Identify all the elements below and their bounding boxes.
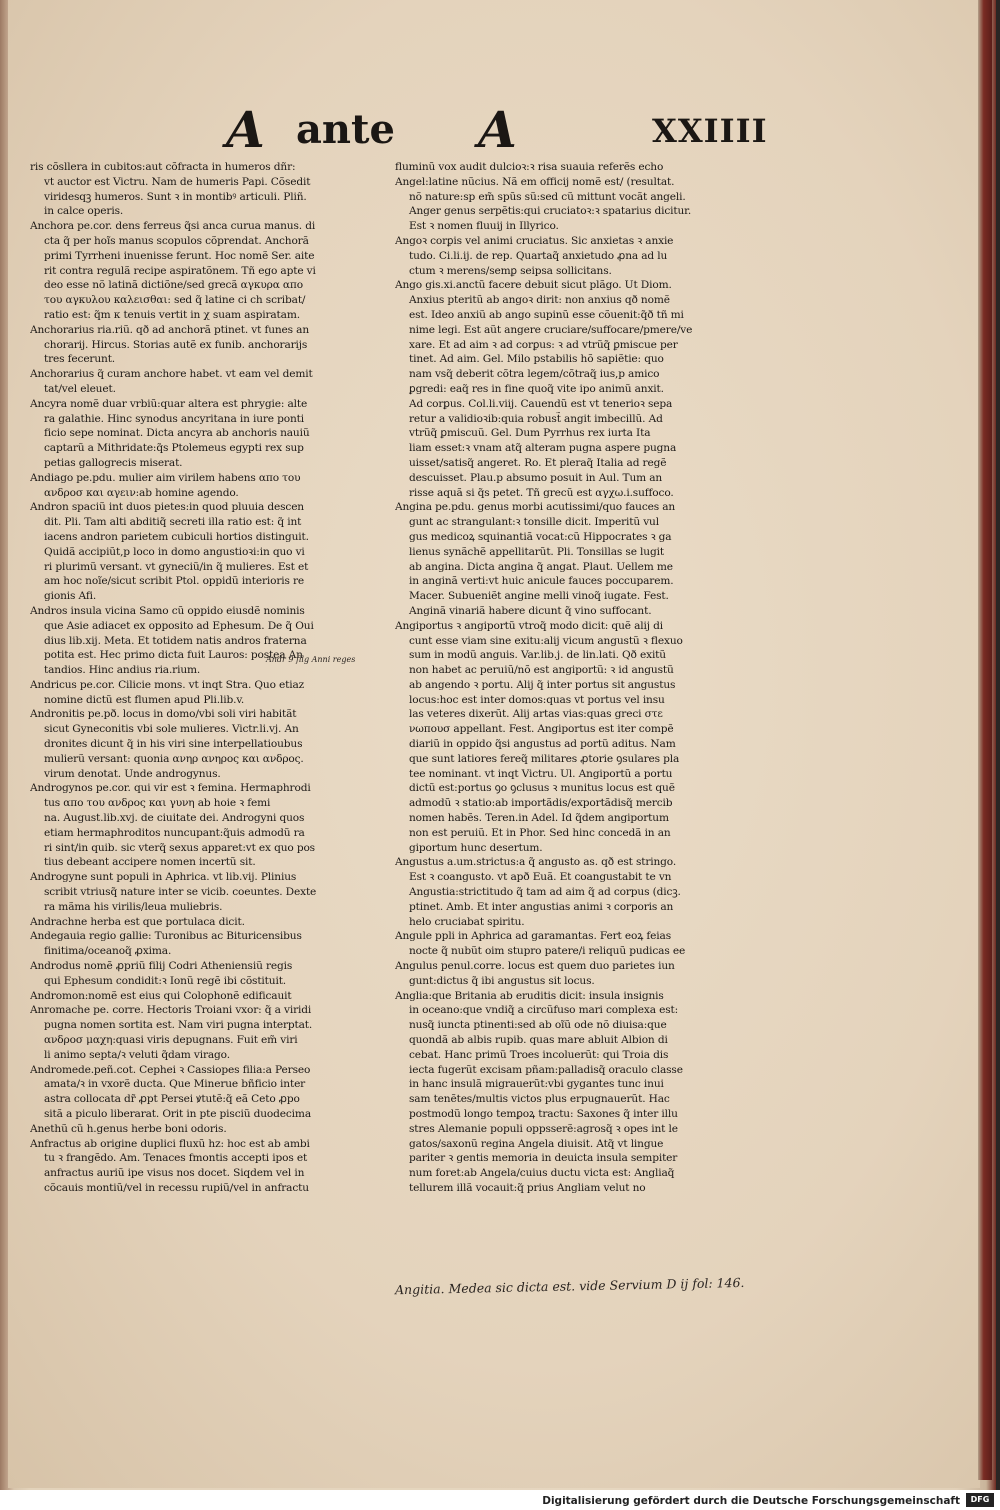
entry-line: tius debeant accipere nomen incertũ sit.	[44, 856, 256, 869]
entry-line: vtrũq̃ ꝑmiscuũ. Gel. Dum Pyrrhus rex iurta Ita	[409, 427, 651, 440]
entry-headline: Angustus a.um.strictus:a q̃ angusto as. qð est stringo.	[395, 856, 677, 869]
entry-headline: Anethũ cũ h.genus herbe boni odoris.	[30, 1122, 227, 1135]
entry-line: astra collocata dr̃ ꝓpt Persei ꝟtutẽ:q̃ eã Ceto ꝓpo	[44, 1093, 300, 1106]
dictionary-entry	[30, 1063, 388, 1122]
dictionary-entry	[30, 160, 388, 219]
dictionary-entry	[30, 707, 388, 781]
entry-line: ri plurimũ versant. vt gyneciũ/in q̃ mulieres. Est et	[44, 560, 309, 573]
entry-line: dit. Pli. Tam alti abditiq̃ secreti illa ratio est: q̃ int	[44, 516, 302, 529]
entry-line: tandios. Hinc andius ria.rium.	[44, 664, 201, 677]
entry-line: Est ꝛ coangusto. vt apð Euã. Et coangustabit te vn	[409, 871, 672, 884]
entry-line: tu ꝛ frangẽdo. Am. Tenaces fmontis accepti ipos et	[44, 1152, 308, 1165]
entry-line: ꝑgredi: eaq̃ res in fine quoq̃ vite ipo animũ anxit.	[409, 382, 664, 395]
header-word: ante	[296, 106, 395, 153]
dictionary-entry	[30, 367, 388, 397]
entry-line: cunt esse viam sine exitu:alij vicum angustũ ꝛ flexuo	[409, 634, 683, 647]
entry-line: xare. Et ad aim ꝛ ad corꝑus: ꝛ ad vtrũq̃ ꝑmiscue per	[409, 338, 678, 351]
entry-line: νωπουσ appellant. Fest. Angiportus est iter compẽ	[409, 723, 674, 736]
entry-line: tellurem illã vocauit:q̃ prius Angliam velut no	[409, 1181, 646, 1194]
dictionary-entry	[30, 397, 388, 471]
entry-headline: Andron spaciũ int duos pietes:in quod pluuia descen	[30, 501, 304, 514]
dictionary-entry	[395, 160, 767, 175]
entry-line: tinet. Ad aim. Gel. Milo pstabilis hõ sapiẽtie: quo	[409, 353, 664, 366]
dictionary-entry	[30, 1003, 388, 1062]
entry-line: deo esse nõ latinã dictiõne/sed grecã αγκυρα απο	[44, 279, 303, 292]
entry-headline: Angoꝛ corꝑis vel animi cruciatus. Sic anxietas ꝛ anxie	[395, 234, 674, 247]
entry-line: ratio est: q̃m κ tenuis vertit in χ suam aspiratam.	[44, 308, 300, 321]
entry-line: nusq̃ iuncta ptinenti:sed ab oĩũ ode nõ diuisa:que	[409, 1019, 667, 1032]
header-initial-left: A	[226, 100, 263, 159]
entry-line: in oceano:que vndiq̃ a circũfuso mari complexa est:	[409, 1004, 679, 1017]
entry-headline: Ango gis.xi.anctũ facere debuit sicut plãgo. Ut Diom.	[395, 279, 672, 292]
entry-headline: Andromede.peñ.cot. Cephei ꝛ Cassiopes filia:a Perseo	[30, 1063, 311, 1076]
entry-line: cõcauis montiũ/vel in recessu rupiũ/vel in anfractu	[44, 1181, 309, 1194]
dictionary-entry	[395, 855, 767, 929]
entry-line: tus απο του ανδρος και γυνη ab hoie ꝛ femi	[44, 797, 271, 810]
entry-line: ανδροσ μαχη:quasi viris depugnans. Fuit em̃ viri	[44, 1034, 298, 1047]
entry-line: nõ nature:sp em̃ spũs sũ:sed cũ mittunt vocãt angeli.	[409, 190, 686, 203]
entry-line: chorarij. Hircus. Storias autẽ ex funib. anchorarijs	[44, 338, 308, 351]
entry-line: dius lib.xij. Meta. Et totidem natis andros fraterna	[44, 634, 307, 647]
entry-line: na. August.lib.xvj. de ciuitate dei. Androgyni quos	[44, 812, 305, 825]
entry-line: nocte q̃ nubũt oim stupro patere/i reliquũ pudicas ee	[409, 945, 686, 958]
entry-line: cebat. Hanc primũ Troes incoluerũt: qui Troia dis	[409, 1048, 669, 1061]
entry-headline: Anchora pe.cor. dens ferreus q̃si anca curua manus. di	[30, 220, 316, 233]
dictionary-entry	[395, 234, 767, 278]
dictionary-entry	[30, 471, 388, 501]
entry-line: Ad corꝑus. Col.li.viij. Cauendũ est vt tenerioꝛ sepa	[409, 397, 673, 410]
entry-headline: Andiago pe.pdu. mulier aim virilem habens απο του	[30, 471, 301, 484]
entry-line: locus:hoc est inter domos:quas vt portus vel insu	[409, 693, 665, 706]
entry-headline: Andros insula vicina Samo cũ oppido eiusdẽ nominis	[30, 604, 305, 617]
dictionary-entry	[395, 175, 767, 234]
entry-line: retur a validioꝛib:quia robust̃ angit imbecillũ. Ad	[409, 412, 663, 425]
entry-line: Angustia:strictitudo q̃ tam ad aim q̃ ad corpus (dicꝫ.	[409, 886, 681, 899]
entry-line: sicut Gyneconitis vbi sole mulieres. Victr.li.vj. An	[44, 723, 299, 736]
footer-credit: Digitalisierung gefördert durch die Deutsche Forschungsgemeinschaft	[542, 1495, 960, 1507]
entry-line: ab angendo ꝛ portu. Alij q̃ inter portus sit angustus	[409, 678, 676, 691]
entry-line: in calce operis.	[44, 205, 124, 218]
entry-line: ra galathie. Hinc synodus ancyritana in iure ponti	[44, 412, 305, 425]
entry-line: cta q̃ per hoĩs manus scopulos cõprendat. Anchorã	[44, 234, 309, 247]
footer-bar	[0, 1490, 1000, 1510]
entry-line: scribit vtriusq̃ nature inter se vicib. coeuntes. Dexte	[44, 886, 317, 899]
entry-line: ctum ꝛ merens/semꝑ seipsa sollicitans.	[409, 264, 612, 277]
entry-line: captarũ a Mithridate:q̃s Ptolemeus egypti rex sup	[44, 442, 304, 455]
entry-line: ptinet. Amb. Et inter angustias animi ꝛ corporis an	[409, 900, 674, 913]
entry-line: amata/ꝛ in vxorẽ ducta. Que Minerue bñficio inter	[44, 1078, 306, 1091]
entry-line: finitima/oceanoq̃ ꝓxima.	[44, 945, 172, 958]
entry-headline: Anromache pe. corre. Hectoris Troiani vxor: q̃ a viridi	[30, 1004, 312, 1017]
entry-line: las veteres dixerũt. Alij artas vias:quas greci στε	[409, 708, 663, 721]
entry-line: am hoc noĩe/sicut scribit Ptol. oppidũ interioris re	[44, 575, 305, 588]
entry-headline: Anchorarius q̃ curam anchore habet. vt eam vel demit	[30, 368, 313, 381]
entry-line: sitã a piculo liberarat. Orit in pte pisciũ duodecima	[44, 1108, 311, 1120]
entry-line: qui Ephesum condidit:ꝛ Ionũ regẽ ibi cõstituit.	[44, 974, 287, 987]
dictionary-entry	[30, 1122, 388, 1137]
entry-headline: Angulus penul.corre. locus est quem duo parietes iun	[395, 960, 675, 973]
dictionary-entry	[30, 959, 388, 989]
entry-headline: Androgynos pe.cor. qui vir est ꝛ femina. Hermaphrodi	[30, 782, 311, 795]
entry-headline: Angel:latine nũcius. Nã em officij nomẽ est/ (resultat.	[395, 175, 675, 188]
entry-line: pariter ꝛ gentis memoria in deuicta insula sempiter	[409, 1152, 678, 1165]
entry-line: potita est. Hec primo dicta fuit Lauros: postea An	[44, 649, 303, 662]
entry-line: admodũ ꝛ statio:ab importãdis/exportãdisq̃ mercib	[409, 797, 673, 810]
entry-line: helo cruciabat spiritu.	[409, 915, 525, 928]
dictionary-entry	[30, 870, 388, 914]
entry-line: nime legi. Est aũt angere cruciare/suffocare/pmere/ve	[409, 323, 693, 336]
dictionary-entry	[395, 619, 767, 856]
entry-line: iacens andron parietem cubiculi hortios distinguit.	[44, 530, 309, 543]
entry-line: ficio sepe nominat. Dicta ancyra ab anchoris nauiũ	[44, 427, 310, 440]
entry-line: li animo septa/ꝛ veluti q̃dam virago.	[44, 1048, 230, 1061]
entry-line: lienus synãchẽ appellitarũt. Pli. Tonsillas se lugit	[409, 545, 664, 558]
entry-line: gionis Afi.	[44, 590, 97, 603]
entry-line: rit contra regulã recipe aspiratõnem. Tñ ego apte vi	[44, 264, 316, 277]
entry-line: primi Tyrrheni inuenisse ferunt. Hoc nomẽ Ser. aite	[44, 249, 315, 262]
entry-line: Anger genus serpẽtis:qui cruciatoꝛ:ꝛ spatarius dicitur.	[409, 205, 692, 218]
handwritten-margin-note: Angitia. Medea sic dicta est. vide Servium D ij fol: 146.	[394, 1274, 745, 1298]
entry-headline: Angina pe.pdu. genus morbi acutissimi/quo fauces an	[395, 501, 676, 514]
entry-line: quondã ab albis rupib. quas mare abluit Albion di	[409, 1034, 668, 1047]
entry-line: Anginã vinariã habere dicunt q̃ vino suffocant.	[409, 604, 652, 617]
entry-line: tee nominant. vt inqt Victru. Ul. Angiportũ a portu	[409, 767, 673, 780]
dictionary-entry	[30, 781, 388, 870]
entry-headline: fluminũ vox audit dulcioꝛ:ꝛ risa suauia referẽs echo	[395, 161, 664, 173]
dictionary-entry	[395, 989, 767, 1196]
entry-headline: Ancyra nomẽ duar vrbiũ:quar altera est phrygie: alte	[30, 397, 308, 410]
dictionary-entry	[395, 959, 767, 989]
dictionary-entry	[30, 929, 388, 959]
entry-headline: Andromon:nomẽ est eius qui Colophonẽ edificauit	[30, 989, 292, 1002]
entry-line: gatos/saxonũ regina Angela diuisit. Atq̃ vt lingue	[409, 1137, 664, 1150]
entry-line: etiam hermaphroditos nuncupant:q̃uis admodũ ra	[44, 826, 305, 839]
entry-line: gus medicoꝝ squinantiã vocat:cũ Hippocrates ꝛ ga	[409, 530, 672, 543]
folio-number: XXIIII	[652, 112, 768, 150]
entry-line: mulierũ versant: quonia ανηρ ανηρος και ανδρος.	[44, 752, 304, 765]
entry-line: que sunt latiores fereq̃ militares ꝓtorie ꝯsulares pla	[409, 752, 680, 765]
entry-line: petias gallogrecis miserat.	[44, 456, 183, 469]
entry-headline: ris cõsllera in cubitos:aut cõfracta in humeros dñr:	[30, 161, 296, 173]
entry-line: descuisset. Plau.p absumo posuit in Aul. Tum an	[409, 471, 663, 484]
entry-headline: Anglia:que Britania ab eruditis dicit: insula insignis	[395, 989, 664, 1002]
entry-line: ab angina. Dicta angina q̃ angat. Plaut. Uellem me	[409, 560, 673, 573]
entry-line: risse aquã si q̃s petet. Tñ grecũ est αγχω.i.suffoco.	[409, 486, 674, 499]
entry-line: sum in modũ anguis. Var.lib.j. de lin.lati. Qð exitũ	[409, 649, 666, 662]
dictionary-entry	[30, 1137, 388, 1196]
dfg-logo: DFG	[966, 1493, 994, 1507]
entry-line: in hanc insulã migrauerũt:vbi gygantes tunc inui	[409, 1078, 664, 1091]
entry-line: liam esset:ꝛ vnam atq̃ alteram pugna aspere pugna	[409, 442, 677, 455]
dictionary-entry	[395, 929, 767, 959]
entry-line: dictũ est:portus ꝯo ꝯclusus ꝛ munitus locus est quẽ	[409, 782, 675, 795]
entry-line: vt auctor est Victru. Nam de humeris Papi. Cõsedit	[44, 175, 311, 188]
entry-line: nam vsq̃ deberit cõtra legem/cõtraq̃ ius,p amico	[409, 368, 660, 381]
entry-line: ri sint/in quib. sic vterq̃ sexus apparet:vt ex quo pos	[44, 841, 315, 854]
entry-line: est. Ideo anxiũ ab ango supinũ esse cõuenit:q̃ð tñ mi	[409, 308, 684, 321]
entry-line: gunt ac strangulant:ꝛ tonsille dicit. Imperitũ vul	[409, 516, 659, 529]
entry-line: viridesqꝫ humeros. Sunt ꝛ in montibꝰ articuli. Pliñ.	[44, 190, 307, 203]
entry-line: ra mãma his virilis/leua muliebris.	[44, 900, 223, 913]
handwritten-left-note: Andr 9 filg Anni reges	[266, 655, 356, 664]
left-column	[30, 160, 388, 1196]
entry-line: diariũ in oppido q̃si angustus ad portũ aditus. Nam	[409, 738, 676, 751]
entry-headline: Andricus pe.cor. Cilicie mons. vt inqt Stra. Quo etiaz	[30, 678, 305, 691]
entry-line: dronites dicunt q̃ in his viri sine interpellatioubus	[44, 738, 303, 751]
entry-line: virum denotat. Unde androgynus.	[44, 767, 221, 780]
dictionary-entry	[30, 989, 388, 1004]
right-column	[395, 160, 767, 1196]
entry-line: stres Alemanie populi oppsserẽ:agrosq̃ ꝛ opes int le	[409, 1122, 678, 1135]
entry-line: του αγκυλου καλεισθαι: sed q̃ latine ci ch scribat/	[44, 294, 306, 307]
entry-line: num foret:ab Angela/cuius ductu victa est: Angliaq̃	[409, 1167, 675, 1180]
entry-headline: Andronitis pe.pð. locus in domo/vbi soli viri habitãt	[30, 708, 297, 721]
entry-line: nomine dictũ est flumen apud Pli.lib.v.	[44, 693, 245, 706]
dictionary-entry	[30, 678, 388, 708]
entry-line: pugna nomen sortita est. Nam viri pugna interptat.	[44, 1019, 313, 1032]
dictionary-entry	[30, 500, 388, 604]
entry-headline: Angiportus ꝛ angiportũ vtroq̃ modo dicit: quẽ alij di	[395, 619, 663, 632]
entry-headline: Andegauia regio gallie: Turonibus ac Bituricensibus	[30, 930, 302, 943]
entry-line: tat/vel eleuet.	[44, 382, 116, 395]
entry-line: anfractus auriũ ipe visus nos docet. Siqdem vel in	[44, 1167, 305, 1180]
entry-line: ανδροσ και αγειν:ab homine agendo.	[44, 486, 239, 499]
entry-line: giportum hunc desertum.	[409, 841, 543, 854]
entry-line: iecta fugerũt excisam pñam:palladisq̃ oraculo classe	[409, 1063, 683, 1076]
entry-line: nomen habẽs. Teren.in Adel. Id q̃dem angiportum	[409, 812, 669, 825]
entry-line: non habet ac peruiũ/nõ est angiportũ: ꝛ id angustũ	[409, 664, 674, 677]
entry-line: Est ꝛ nomen fluuij in Illyrico.	[409, 220, 559, 233]
entry-headline: Andrachne herba est que portulaca dicit.	[30, 915, 245, 928]
entry-line: tres fecerunt.	[44, 353, 116, 366]
entry-headline: Anfractus ab origine duplici fluxũ hz: hoc est ab ambi	[30, 1137, 310, 1150]
entry-line: in anginã verti:vt huic anicule fauces poccuparem.	[409, 575, 674, 588]
entry-line: tudo. Ci.li.ij. de rep. Quartaq̃ anxietudo ꝓna ad lu	[409, 249, 668, 262]
entry-headline: Angule ppli in Aphrica ad garamantas. Fert eoꝝ feias	[395, 930, 671, 943]
dictionary-entry	[395, 500, 767, 618]
entry-headline: Androdus nomẽ ꝓpriũ filij Codri Atheniensiũ regis	[30, 960, 293, 973]
entry-line: sam tenẽtes/multis victos plus erpugnauerũt. Hac	[409, 1093, 670, 1106]
book-red-edge	[978, 0, 992, 1480]
entry-line: Macer. Subueniẽt angine melli vinoq̃ iugate. Fest.	[409, 590, 669, 603]
entry-line: Anxius pteritũ ab angoꝛ dirit: non anxius qð nomẽ	[409, 294, 670, 307]
dictionary-entry	[395, 278, 767, 500]
entry-line: uisset/satisq̃ angeret. Ro. Et pleraq̃ Italia ad regẽ	[409, 456, 667, 469]
entry-line: postmodũ longo temꝑoꝝ tractu: Saxones q̃ inter illu	[409, 1108, 678, 1120]
header-initial-right: A	[478, 100, 517, 159]
dictionary-entry	[30, 323, 388, 367]
dictionary-entry	[30, 604, 388, 678]
dictionary-entry	[30, 915, 388, 930]
entry-line: que Asie adiacet ex opposito ad Ephesum. De q̃ Oui	[44, 619, 314, 632]
entry-headline: Androgyne sunt populi in Aphrica. vt lib.vij. Plinius	[30, 871, 297, 884]
entry-line: gunt:dictus q̃ ibi angustus sit locus.	[409, 974, 595, 987]
dictionary-entry	[30, 219, 388, 323]
entry-headline: Anchorarius ria.riũ. qð ad anchorã ptinet. vt funes an	[30, 323, 310, 336]
entry-line: Quidã accipiũt,p loco in domo angustioꝛi:in quo vi	[44, 545, 305, 558]
entry-line: non est peruiũ. Et in Phor. Sed hinc concedã in an	[409, 826, 671, 839]
running-header	[0, 100, 1000, 160]
